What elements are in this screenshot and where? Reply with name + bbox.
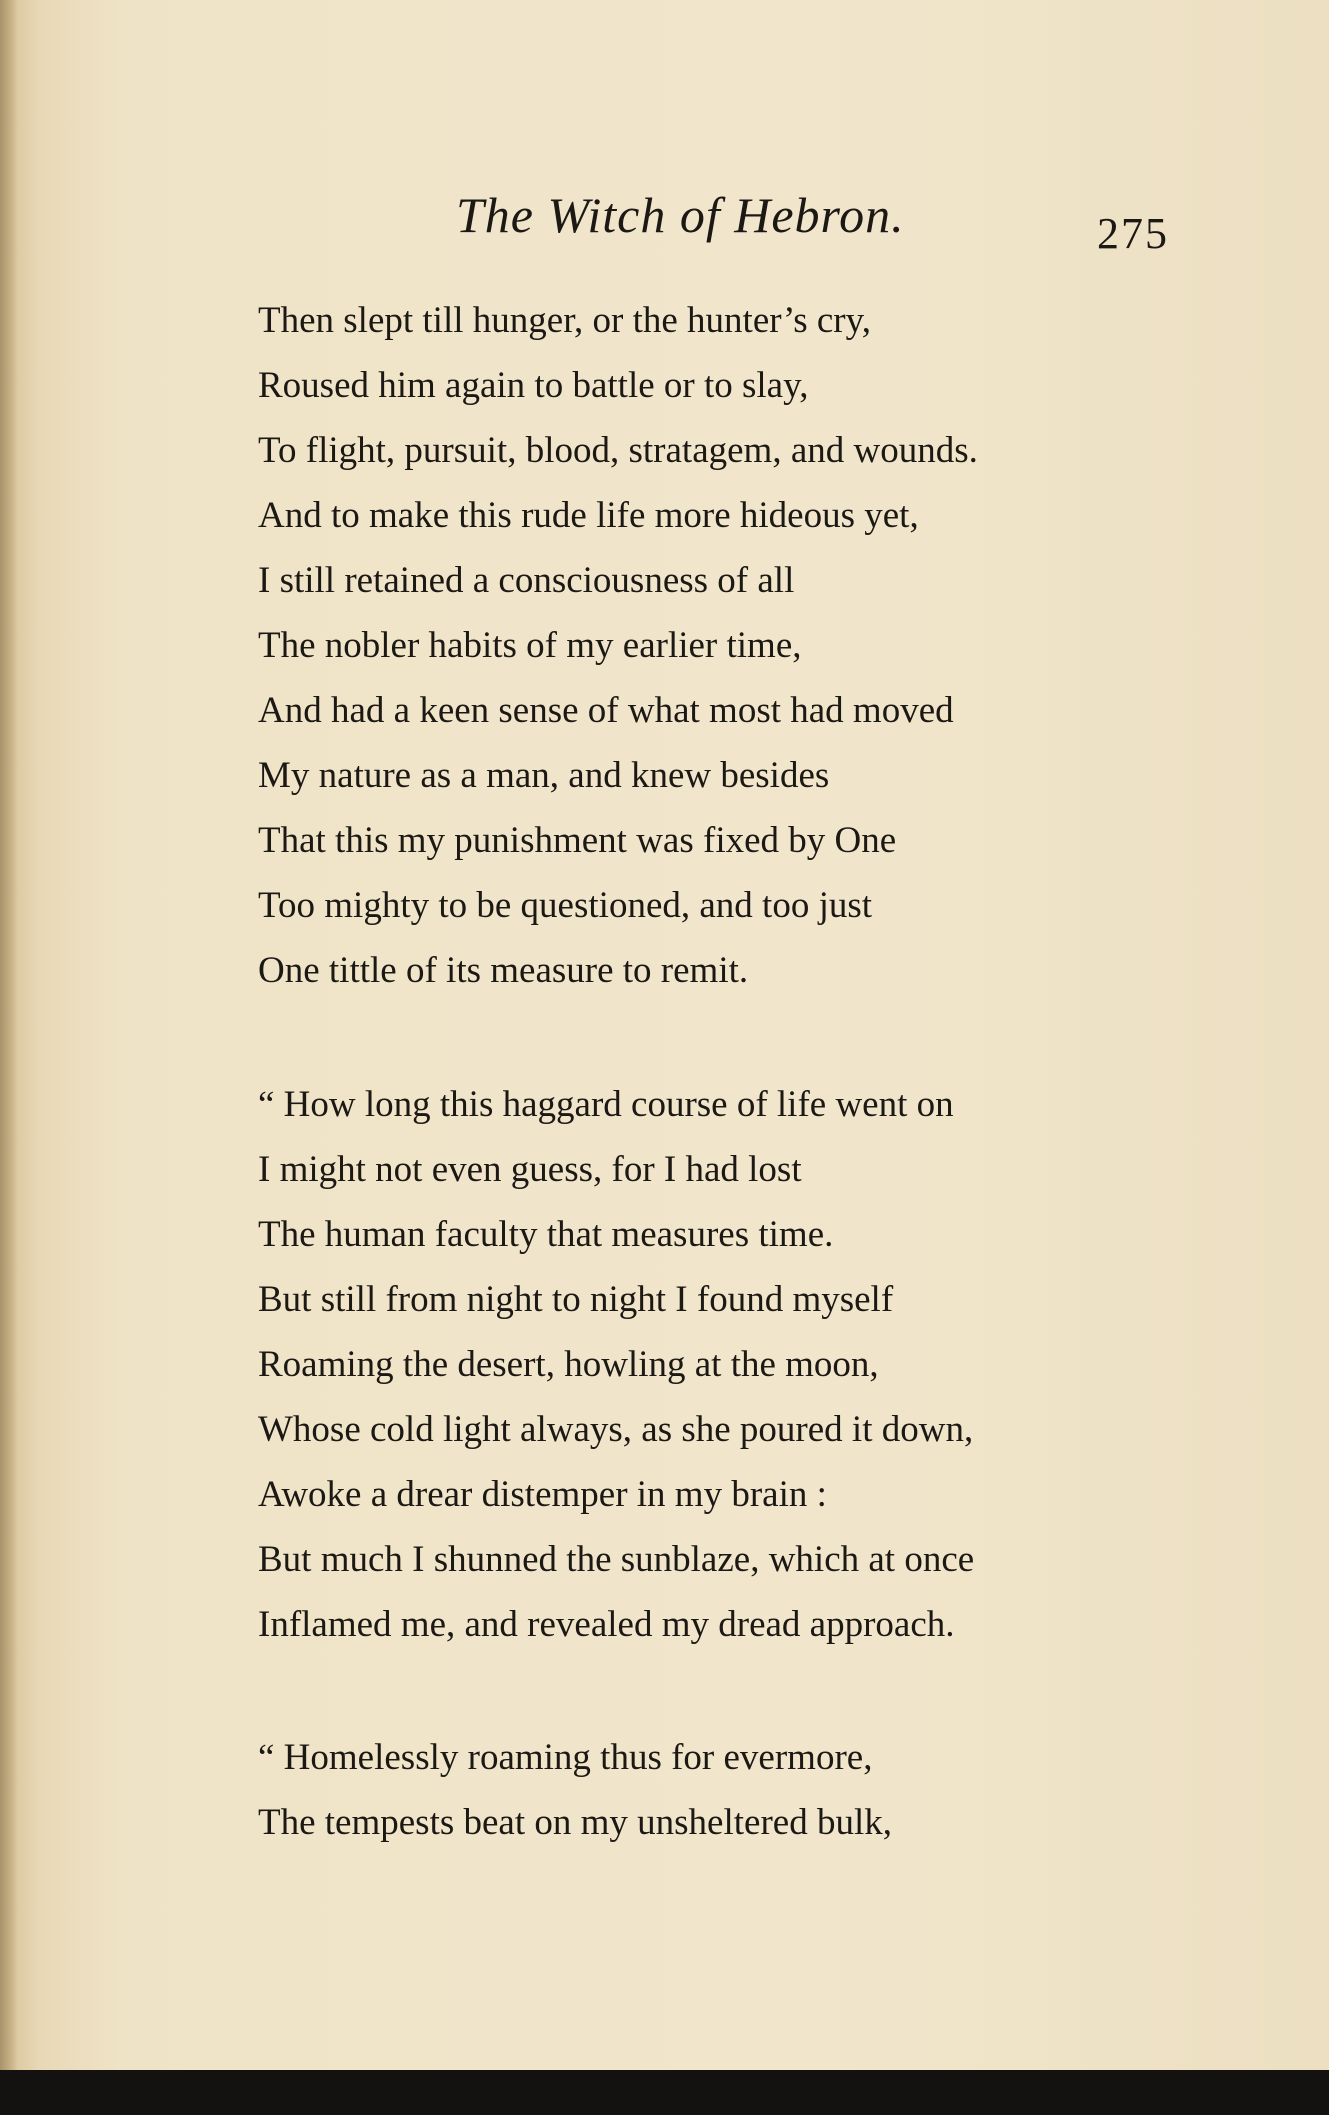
verse-line: Too mighty to be questioned, and too just — [258, 885, 873, 926]
verse-line: My nature as a man, and knew besides — [258, 755, 830, 796]
verse-line: Then slept till hunger, or the hunter’s cry, — [258, 300, 871, 341]
verse-line: And to make this rude life more hideous yet, — [258, 495, 919, 536]
stanza — [258, 1072, 974, 1657]
page-number: 275 — [1097, 209, 1169, 258]
verse-line: “ Homelessly roaming thus for evermore, — [258, 1737, 873, 1778]
verse-line: But much I shunned the sunblaze, which at once — [258, 1539, 975, 1580]
scan-bottom-border — [0, 2070, 1329, 2115]
page-binding-edge — [0, 0, 18, 2070]
verse-line: Whose cold light always, as she poured it down, — [258, 1409, 974, 1450]
verse-line: And had a keen sense of what most had moved — [258, 690, 954, 731]
stanza — [258, 1725, 892, 1855]
verse-line: I might not even guess, for I had lost — [258, 1149, 802, 1190]
verse-line: “ How long this haggard course of life went on — [258, 1084, 954, 1125]
verse-line: Roaming the desert, howling at the moon, — [258, 1344, 879, 1385]
verse-line: The tempests beat on my unsheltered bulk, — [258, 1802, 892, 1843]
verse-line: The human faculty that measures time. — [258, 1214, 834, 1255]
verse-line: One tittle of its measure to remit. — [258, 950, 749, 991]
verse-line: That this my punishment was fixed by One — [258, 820, 897, 861]
stanza — [258, 288, 978, 1003]
verse-line: Roused him again to battle or to slay, — [258, 365, 809, 406]
verse-line: The nobler habits of my earlier time, — [258, 625, 802, 666]
verse-line: Awoke a drear distemper in my brain : — [258, 1474, 827, 1515]
verse-line: I still retained a consciousness of all — [258, 560, 795, 601]
verse-line: But still from night to night I found myself — [258, 1279, 894, 1320]
running-title: The Witch of Hebron. — [456, 187, 905, 243]
verse-line: To flight, pursuit, blood, stratagem, and wounds. — [258, 430, 978, 471]
verse-line: Inflamed me, and revealed my dread approach. — [258, 1604, 955, 1645]
